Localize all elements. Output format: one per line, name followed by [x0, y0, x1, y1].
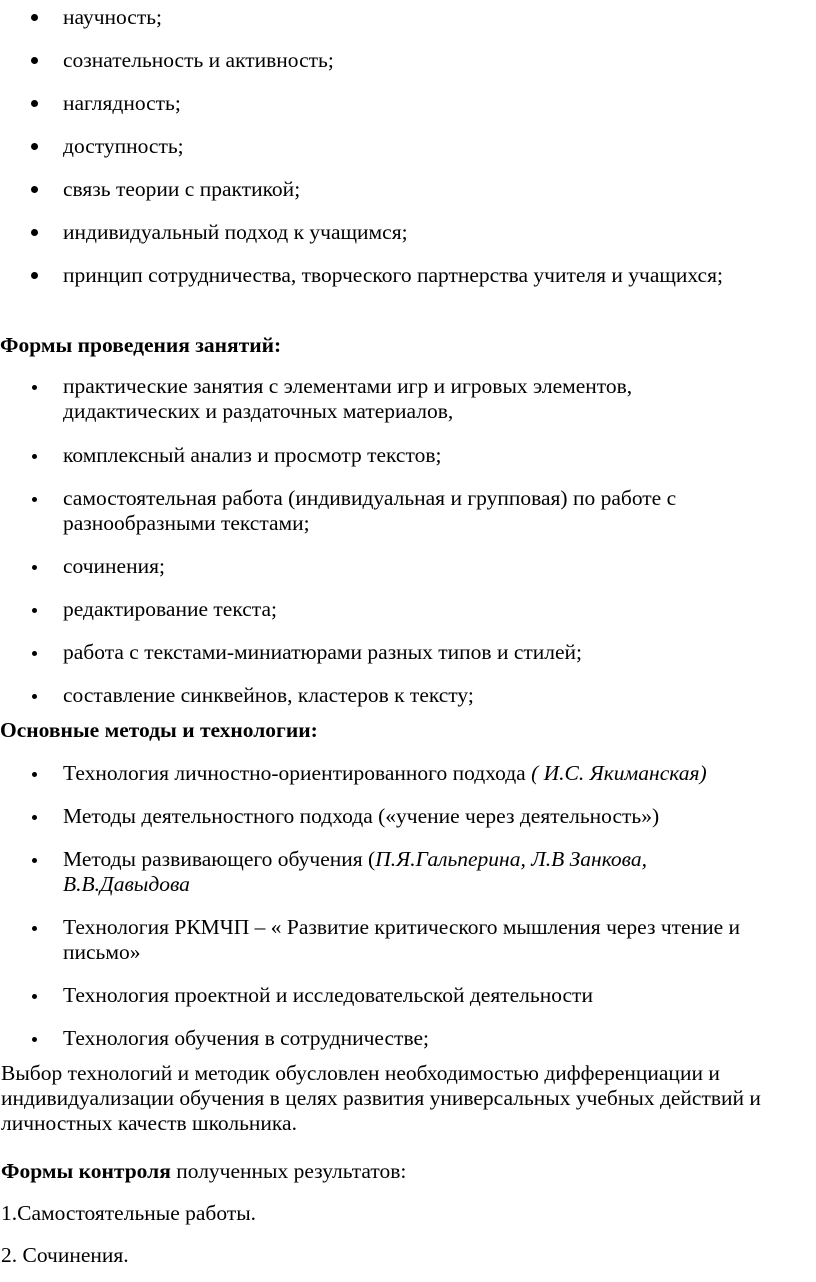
bullet-icon [32, 497, 37, 502]
bullet-icon [32, 385, 37, 390]
list-item: связь теории с практикой; [0, 177, 813, 202]
list-item: работа с текстами-миниатюрами разных типов и стилей; [0, 640, 803, 665]
list-item: наглядность; [0, 91, 813, 116]
bullet-icon [32, 651, 37, 656]
list-item: Технология личностно-ориентированного подхода ( И.С. Якиманская) [0, 761, 816, 786]
list-item: Технология проектной и исследовательской деятельности [0, 983, 816, 1008]
bullet-icon [31, 143, 38, 150]
list-item: комплексный анализ и просмотр текстов; [0, 443, 803, 468]
bullet-icon [31, 14, 38, 21]
bullet-icon [31, 272, 38, 279]
bullet-icon [32, 1037, 37, 1042]
list-item: сознательность и активность; [0, 48, 813, 73]
control-bold-label: Формы контроля [1, 1159, 171, 1183]
list-item: Методы деятельностного подхода («учение через деятельность») [0, 804, 816, 829]
methods-heading: Основные методы и технологии: [0, 718, 318, 742]
bullet-icon [32, 565, 37, 570]
bullet-icon [32, 994, 37, 999]
bullet-icon [32, 608, 37, 613]
bullet-icon [32, 815, 37, 820]
list-item: Методы развивающего обучения (П.Я.Гальперина, Л.В Занкова, В.В.Давыдова [0, 847, 753, 897]
list-item: редактирование текста; [0, 597, 803, 622]
list-item: индивидуальный подход к учащимся; [0, 220, 813, 245]
list-item: самостоятельная работа (индивидуальная и групповая) по работе с разнообразными текстами; [0, 486, 783, 536]
control-item: 1.Самостоятельные работы. [1, 1201, 257, 1225]
control-item: 2. Сочинения. [1, 1243, 129, 1267]
list-item: составление синквейнов, кластеров к тексту; [0, 683, 803, 708]
bullet-icon [32, 772, 37, 777]
forms-heading: Формы проведения занятий: [0, 333, 282, 357]
bullet-icon [32, 858, 37, 863]
list-item: сочинения; [0, 554, 803, 579]
bullet-icon [31, 57, 38, 64]
bullet-icon [31, 186, 38, 193]
list-item: практические занятия с элементами игр и игровых элементов, дидактических и раздаточных материалов, [0, 374, 753, 424]
bullet-icon [31, 229, 38, 236]
bullet-icon [32, 694, 37, 699]
list-item: научность; [0, 5, 813, 30]
bullet-icon [32, 926, 37, 931]
bullet-icon [32, 454, 37, 459]
choice-paragraph: Выбор технологий и методик обусловлен необходимостью дифференциации и индивидуализации обучения в целях развития универсальных учебных действий и личностных качеств школьника. [1, 1061, 761, 1135]
bullet-icon [31, 100, 38, 107]
list-item: Технология обучения в сотрудничестве; [0, 1026, 816, 1051]
list-item: доступность; [0, 134, 813, 159]
control-rest: полученных результатов: [170, 1159, 407, 1183]
list-item: принцип сотрудничества, творческого партнерства учителя и учащихся; [0, 263, 763, 288]
control-heading [0, 1159, 406, 1184]
list-item: Технология РКМЧП – « Развитие критического мышления через чтение и письмо» [0, 915, 816, 965]
